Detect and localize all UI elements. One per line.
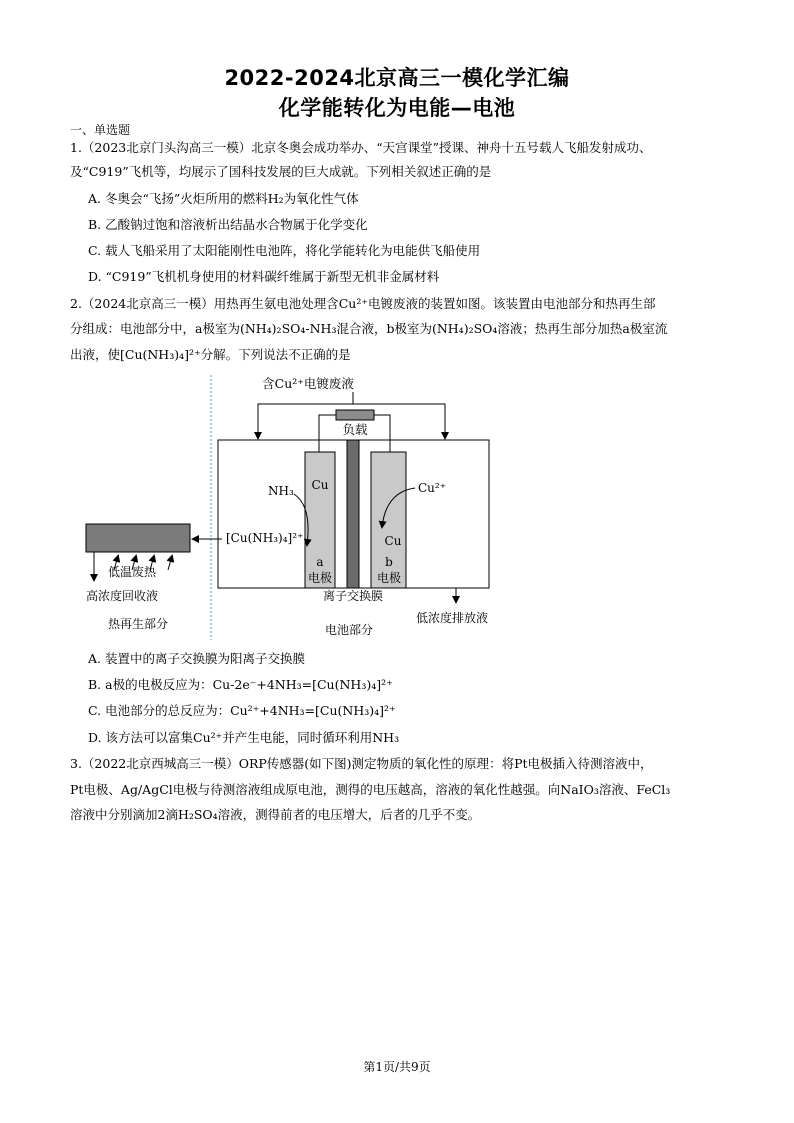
low-temp-heat-label: 低温废热 — [108, 565, 157, 579]
page-title-line2: 化学能转化为电能—电池 — [278, 96, 516, 120]
q3-stem-line3: 溶液中分别滴加2滴H₂SO₄溶液，测得前者的电压增大，后者的几乎不变。 — [70, 807, 481, 822]
complex-ion-label: [Cu(NH₃)₄]²⁺ — [226, 531, 304, 545]
q1-option-b: B. 乙酸钠过饱和溶液析出结晶水合物属于化学变化 — [88, 217, 368, 232]
q1-stem-line2: 及“C919”飞机等，均展示了国科技发展的巨大成就。下列相关叙述正确的是 — [70, 164, 492, 179]
battery-diagram — [80, 370, 510, 640]
heat-regen-label: 热再生部分 — [108, 617, 169, 631]
cu2plus-label: Cu²⁺ — [418, 481, 447, 495]
electrode-a-cu: Cu — [311, 478, 329, 492]
q2-stem-line2: 分组成：电池部分中，a极室为(NH₄)₂SO₄-NH₃混合液，b极室为(NH₄)₂SO₄溶液；热再生部分加热a极室流 — [70, 321, 668, 336]
electrode-b-letter: b — [385, 555, 393, 569]
page-title-line1: 2022-2024北京高三一模化学汇编 — [224, 66, 570, 90]
battery-part-label: 电池部分 — [325, 623, 374, 637]
q2-stem-line1: 2.（2024北京高三一模）用热再生氨电池处理含Cu²⁺电镀废液的装置如图。该装置由电池部分和热再生部 — [70, 296, 656, 311]
membrane-label: 离子交换膜 — [322, 589, 384, 603]
electrode-b-label: 电极 — [376, 571, 402, 585]
electrode-a-label: 电极 — [307, 571, 333, 585]
q1-option-c: C. 载人飞船采用了太阳能刚性电池阵，将化学能转化为电能供飞船使用 — [88, 243, 481, 258]
electrode-a-letter: a — [316, 555, 324, 569]
q1-option-d: D. “C919”飞机机身使用的材料碳纤维属于新型无机非金属材料 — [88, 269, 440, 284]
waste-inflow-label: 含Cu²⁺电镀废液 — [262, 376, 354, 391]
heat-regen-block — [86, 524, 190, 552]
q2-option-c: C. 电池部分的总反应为：Cu²⁺+4NH₃=[Cu(NH₃)₄]²⁺ — [88, 703, 396, 718]
q3-stem-line1: 3.（2022北京西城高三一模）ORP传感器(如下图)测定物质的氧化性的原理：将Pt电极插入待测溶液中， — [70, 756, 653, 771]
q2-option-d: D. 该方法可以富集Cu²⁺并产生电能，同时循环利用NH₃ — [88, 730, 400, 745]
electrode-b-cu: Cu — [384, 534, 402, 548]
q2-option-a: A. 装置中的离子交换膜为阳离子交换膜 — [88, 651, 305, 666]
q1-stem-line1: 1.（2023北京门头沟高三一模）北京冬奥会成功举办、“天宫课堂”授课、神舟十五号载人飞船发射成功、 — [70, 140, 652, 155]
high-conc-label: 高浓度回收液 — [86, 589, 159, 603]
q2-option-b: B. a极的电极反应为：Cu-2e⁻+4NH₃=[Cu(NH₃)₄]²⁺ — [88, 677, 393, 692]
q2-stem-line3: 出液，使[Cu(NH₃)₄]²⁺分解。下列说法不正确的是 — [70, 347, 351, 362]
load-resistor — [336, 410, 374, 420]
q1-option-a: A. 冬奥会“飞扬”火炬所用的燃料H₂为氧化性气体 — [88, 191, 359, 206]
load-label: 负载 — [342, 422, 368, 437]
ion-exchange-membrane — [347, 440, 359, 588]
nh3-label: NH₃ — [268, 484, 294, 498]
section-heading: 一、单选题 — [70, 123, 131, 137]
low-conc-label: 低浓度排放液 — [416, 611, 489, 625]
q3-stem-line2: Pt电极、Ag/AgCl电极与待测溶液组成原电池，测得的电压越高，溶液的氧化性越强。向NaIO₃溶液、FeCl₃ — [70, 782, 671, 797]
page-footer: 第1页/共9页 — [363, 1060, 431, 1074]
